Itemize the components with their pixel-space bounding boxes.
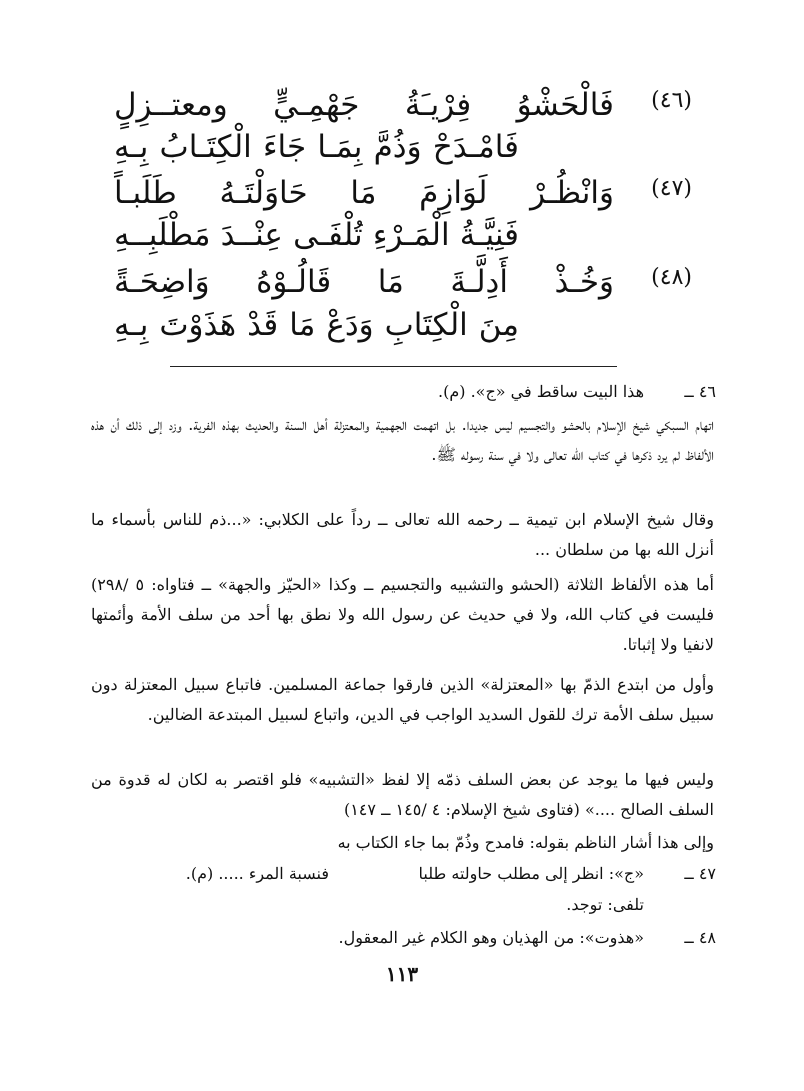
verse-first-hemistich: وَانْظُـرْ لَوَازِمَ مَا حَاوَلْتَـهُ طَلَبـاً — [114, 175, 614, 211]
footnote-46-paragraph-2: وقال شيخ الإسلام ابن تيمية ــ رحمه الله تعالى ــ رداً على الكلابي: «...ذم للناس بأسماء ما أنزل الله بها من سلطان ... — [91, 510, 714, 559]
footnote-47-text-a: «ج»: انظر إلى مطلب حاولته طلبا — [418, 864, 644, 883]
verse-second-hemistich: فَامْـدَحْ وَذُمَّ بِمَـا جَاءَ الْكِتَـابُ بِـهِ — [114, 129, 519, 165]
footnote-46-paragraph-5: وليس فيها ما يوجد عن بعض السلف ذمّه إلا لفظ «التشبيه» فلو اقتصر به لكان له قدوة من السلف الصالح ....» (فتاوى شيخ الإسلام: ٤ /١٤٥ ــ ١٤٧) — [91, 770, 714, 819]
verse-second-hemistich: فَنِيَّـةُ الْمَـرْءِ تُلْفَـى عِنْــدَ مَطْلَبِــهِ — [114, 217, 519, 253]
verse-second-hemistich: مِنَ الْكِتَابِ وَدَعْ مَا قَدْ هَذَوْتَ بِـهِ — [114, 307, 519, 343]
verse-number: (٤٨) — [651, 265, 692, 290]
footnote-46-paragraph-1: اتهام السبكي شيخ الإسلام بالحشو والتجسيم ليس جديدا. بل اتهمت الجهمية والمعتزلة أهل السنة والحديث بهذه الفرية. وزد إلى ذلك أن هذه الألفاظ لم يرد ذكرها في كتاب الله تعالى ولا في سنة رسوله ﷺ. — [91, 415, 714, 464]
footnote-47-line-2: تلفى: توجد. — [566, 895, 644, 914]
verse-46-second-line — [0, 122, 804, 172]
page-number: ١١٣ — [385, 962, 419, 986]
verse-number: (٤٧) — [651, 176, 692, 201]
footnote-46-paragraph-4: وأول من ابتدع الذمّ بها «المعتزلة» الذين فارقوا جماعة المسلمين. فاتباع سبيل المعتزلة دون سبيل سلف الأمة ترك للقول السديد الواجب في الدين، واتباع لسبيل المبتدعة الضالين. — [91, 675, 714, 724]
verse-first-hemistich: فَالْحَشْوُ فِرْيـَةُ جَهْمِـيٍّ ومعتــزِلٍ — [114, 87, 614, 123]
verse-48-second-line — [0, 300, 804, 350]
verse-number: (٤٦) — [651, 88, 692, 113]
footnote-separator — [170, 366, 617, 367]
footnote-48-marker: ٤٨ ــ — [684, 928, 716, 947]
footnote-46-text: هذا البيت ساقط في «ج». (م). — [438, 382, 644, 401]
verse-first-hemistich: وَخُـذْ أَدِلَّـةَ مَا قَالُـوْهُ وَاضِحَـةً — [114, 264, 614, 300]
footnote-47-text-b: فنسبة المرء ..... (م). — [185, 864, 329, 883]
footnote-46-paragraph-6: وإلى هذا أشار الناظم بقوله: فامدح وذُمّ بما جاء الكتاب به — [337, 833, 714, 852]
footnote-48-text: «هذوت»: من الهذيان وهو الكلام غير المعقول. — [338, 928, 644, 947]
footnote-46-marker: ٤٦ ــ — [684, 382, 716, 401]
verse-47-second-line — [0, 210, 804, 260]
footnote-47-marker: ٤٧ ــ — [684, 864, 716, 883]
footnote-46-paragraph-3: أما هذه الألفاظ الثلاثة (الحشو والتشبيه والتجسيم ــ وكذا «الحيّز والجهة» ــ فتاواه: ٥ /٢٩٨) فليست في كتاب الله، ولا في حديث عن رسول الله ولا نطق بها أحد من سلف الأمة وأئمتها لانفيا ولا إثباتا. — [91, 575, 714, 654]
